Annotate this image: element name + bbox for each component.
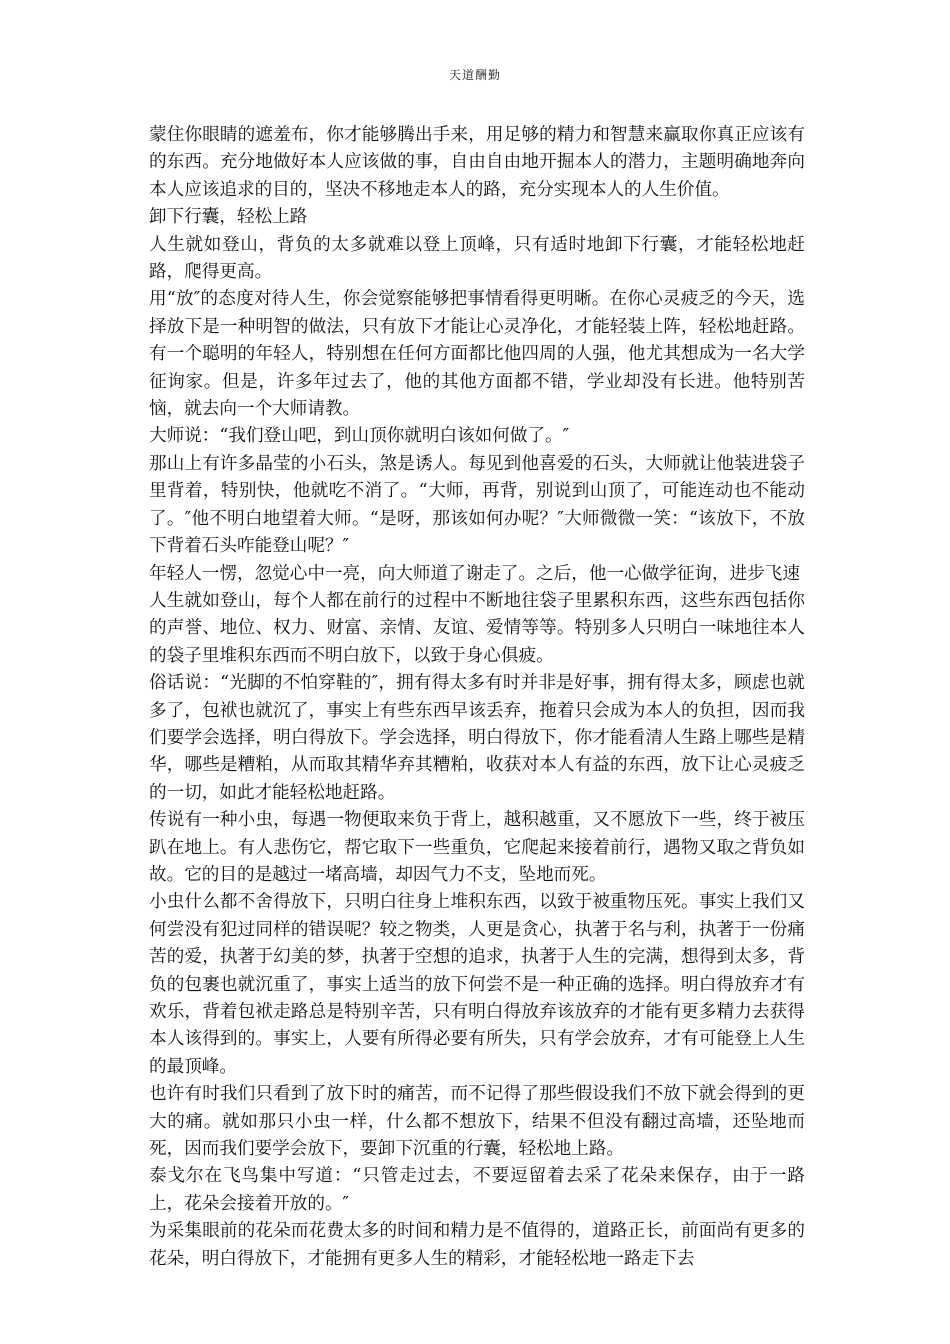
paragraph-14: 为采集眼前的花朵而花费太多的时间和精力是不值得的，道路正长，前面尚有更多的花朵，明白得放下，才能拥有更多人生的精彩，才能轻松地一路走下去 [149, 1221, 805, 1269]
paragraph-8: 人生就如登山，每个人都在前行的过程中不断地往袋子里累积东西，这些东西包括你的声誉、地位、权力、财富、亲情、友谊、爱情等等。特别多人只明白一味地往本人的袋子里堆积东西而不明白放下，以致于身心俱疲。 [149, 590, 805, 666]
paragraph-3: 人生就如登山，背负的太多就难以登上顶峰，只有适时地卸下行囊，才能轻松地赶路，爬得更高。 [149, 234, 805, 283]
paragraph-1: 蒙住你眼睛的遮羞布，你才能够腾出手来，用足够的精力和智慧来赢取你真正应该有的东西。充分地做好本人应该做的事，自由自由地开掘本人的潜力，主题明确地奔向本人应该追求的目的，坚决不移地走本人的路，充分实现本人的人生价值。 [149, 125, 805, 200]
document-body [149, 122, 805, 1273]
paragraph-13: 泰戈尔在飞鸟集中写道：“只管走过去，不要逗留着去采了花朵来保存，由于一路上，花朵会接着开放的。″ [149, 1166, 805, 1214]
paragraph-6: 那山上有许多晶莹的小石头，煞是诱人。每见到他喜爱的石头，大师就让他装进袋子里背着，特别快，他就吃不消了。“大师，再背，别说到山顶了，可能连动也不能动了。″他不明白地望着大师。“是呀，那该如何办呢？″大师微微一笑：“该放下，不放下背着石头咋能登山呢？″ [149, 453, 805, 557]
paragraph-7: 年轻人一愣，忽觉心中一亮，向大师道了谢走了。之后，他一心做学征询，进步飞速 [149, 563, 800, 584]
paragraph-10: 传说有一种小虫，每遇一物便取来负于背上，越积越重，又不愿放下一些，终于被压趴在地上。有人悲伤它，帮它取下一些重负，它爬起来接着前行，遇物又取之背负如故。它的目的是越过一堵高墙，却因气力不支，坠地而死。 [149, 810, 805, 885]
page-header: 天道酬勤 [448, 68, 501, 82]
paragraph-12: 也许有时我们只看到了放下时的痛苦，而不记得了那些假设我们不放下就会得到的更大的痛。就如那只小虫一样，什么都不想放下，结果不但没有翻过高墙，还坠地而死，因而我们要学会放下，要卸下沉重的行囊，轻松地上路。 [149, 1084, 805, 1160]
paragraph-11: 小虫什么都不舍得放下，只明白往身上堆积东西，以致于被重物压死。事实上我们又何尝没有犯过同样的错误呢？较之物类，人更是贪心，执著于名与利，执著于一份痛苦的爱，执著于幻美的梦，执著于空想的追求，执著于人生的完满，想得到太多，背负的包裹也就沉重了，事实上适当的放下何尝不是一种正确的选择。明白得放弃才有欢乐，背着包袱走路总是特别辛苦，只有明白得放弃该放弃的才能有更多精力去获得本人该得到的。事实上，人要有所得必要有所失，只有学会放弃，才有可能登上人生的最顶峰。 [149, 892, 805, 1077]
paragraph-5: 大师说：“我们登山吧，到山顶你就明白该如何做了。″ [149, 426, 570, 447]
paragraph-4: 用“放″的态度对待人生，你会觉察能够把事情看得更明晰。在你心灵疲乏的今天，选择放下是一种明智的做法，只有放下才能让心灵净化，才能轻装上阵，轻松地赶路。 有一个聪明的年轻人，特别想在任何方面都比他四周的人强，他尤其想成为一名大学征询家。但是，许多年过去了，他的其他方面都不错，学业却没有长进。他特别苦恼，就去向一个大师请教。 [149, 289, 805, 420]
section-heading: 卸下行囊，轻松上路 [149, 207, 308, 228]
paragraph-9: 俗话说：“光脚的不怕穿鞋的″，拥有得太多有时并非是好事，拥有得太多，顾虑也就多了，包袱也就沉了，事实上有些东西早该丢弃，拖着只会成为本人的负担，因而我们要学会选择，明白得放下。学会选择，明白得放下，你才能看清人生路上哪些是精华，哪些是糟粕，从而取其精华弃其糟粕，收获对本人有益的东西，放下让心灵疲乏的一切，如此才能轻松地赶路。 [149, 673, 805, 803]
